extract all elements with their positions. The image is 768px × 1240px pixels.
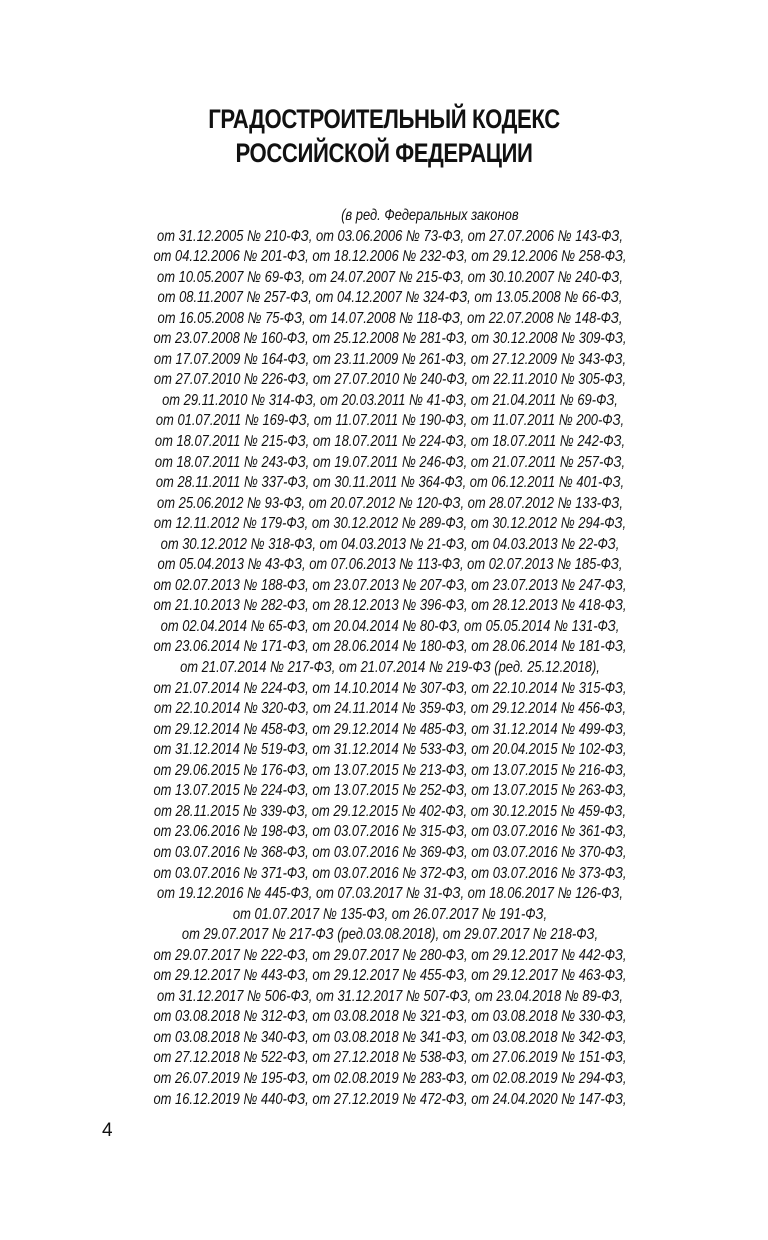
amendment-line: от 23.06.2014 № 171-ФЗ, от 28.06.2014 № 180-ФЗ, от 28.06.2014 № 181-ФЗ, [153,638,627,656]
amendment-line: от 23.07.2008 № 160-ФЗ, от 25.12.2008 № 281-ФЗ, от 30.12.2008 № 309-ФЗ, [153,330,627,348]
amendment-line: от 03.07.2016 № 371-ФЗ, от 03.07.2016 № 372-ФЗ, от 03.07.2016 № 373-ФЗ, [153,864,627,882]
amendment-line: от 21.10.2013 № 282-ФЗ, от 28.12.2013 № 396-ФЗ, от 28.12.2013 № 418-ФЗ, [153,597,627,615]
amendment-line: от 21.07.2014 № 217-ФЗ, от 21.07.2014 № 219-ФЗ (ред. 25.12.2018), [180,659,600,677]
amendment-line: от 19.12.2016 № 445-ФЗ, от 07.03.2017 № 31-ФЗ, от 18.06.2017 № 126-ФЗ, [157,885,623,903]
amendment-line: от 27.07.2010 № 226-ФЗ, от 27.07.2010 № 240-ФЗ, от 22.11.2010 № 305-ФЗ, [153,371,627,389]
amendment-line: от 18.07.2011 № 243-ФЗ, от 19.07.2011 № 246-ФЗ, от 21.07.2011 № 257-ФЗ, [154,453,626,471]
amendment-line: от 28.11.2015 № 339-ФЗ, от 29.12.2015 № 402-ФЗ, от 30.12.2015 № 459-ФЗ, [153,802,627,820]
amendment-line: от 29.06.2015 № 176-ФЗ, от 13.07.2015 № 213-ФЗ, от 13.07.2015 № 216-ФЗ, [153,761,627,779]
amendment-line: от 13.07.2015 № 224-ФЗ, от 13.07.2015 № 252-ФЗ, от 13.07.2015 № 263-ФЗ, [153,782,627,800]
amendment-line: от 12.11.2012 № 179-ФЗ, от 30.12.2012 № 289-ФЗ, от 30.12.2012 № 294-ФЗ, [153,515,627,533]
amendment-line: от 28.11.2011 № 337-ФЗ, от 30.11.2011 № 364-ФЗ, от 06.12.2011 № 401-ФЗ, [155,474,625,492]
amendment-line: от 17.07.2009 № 164-ФЗ, от 23.11.2009 № 261-ФЗ, от 27.12.2009 № 343-ФЗ, [153,350,627,368]
document-title-line-1: ГРАДОСТРОИТЕЛЬНЫЙ КОДЕКС [208,104,560,134]
amendment-line: от 03.08.2018 № 340-ФЗ, от 03.08.2018 № 341-ФЗ, от 03.08.2018 № 342-ФЗ, [153,1028,627,1046]
amendment-line: от 31.12.2005 № 210-ФЗ, от 03.06.2006 № 73-ФЗ, от 27.07.2006 № 143-ФЗ, [157,227,623,245]
amendment-line: от 16.05.2008 № 75-ФЗ, от 14.07.2008 № 118-ФЗ, от 22.07.2008 № 148-ФЗ, [157,309,623,327]
page-number: 4 [102,1120,113,1141]
amendment-line: от 29.11.2010 № 314-ФЗ, от 20.03.2011 № 41-ФЗ, от 21.04.2011 № 69-ФЗ, [162,391,618,409]
amendments-heading: (в ред. Федеральных законов [341,207,519,224]
amendment-line: от 31.12.2017 № 506-ФЗ, от 31.12.2017 № 507-ФЗ, от 23.04.2018 № 89-ФЗ, [157,987,623,1005]
amendment-line: от 01.07.2017 № 135-ФЗ, от 26.07.2017 № 191-ФЗ, [232,905,548,923]
amendment-line: от 08.11.2007 № 257-ФЗ, от 04.12.2007 № 324-ФЗ, от 13.05.2008 № 66-ФЗ, [157,289,623,307]
amendment-line: от 31.12.2014 № 519-ФЗ, от 31.12.2014 № 533-ФЗ, от 20.04.2015 № 102-ФЗ, [153,741,627,759]
amendment-line: от 18.07.2011 № 215-ФЗ, от 18.07.2011 № 224-ФЗ, от 18.07.2011 № 242-ФЗ, [154,433,626,451]
amendment-line: от 30.12.2012 № 318-ФЗ, от 04.03.2013 № 21-ФЗ, от 04.03.2013 № 22-ФЗ, [160,535,620,553]
amendment-line: от 01.07.2011 № 169-ФЗ, от 11.07.2011 № 190-ФЗ, от 11.07.2011 № 200-ФЗ, [155,412,625,430]
amendment-line: от 16.12.2019 № 440-ФЗ, от 27.12.2019 № 472-ФЗ, от 24.04.2020 № 147-ФЗ, [153,1090,627,1108]
amendment-line: от 23.06.2016 № 198-ФЗ, от 03.07.2016 № 315-ФЗ, от 03.07.2016 № 361-ФЗ, [153,823,627,841]
amendment-line: от 02.07.2013 № 188-ФЗ, от 23.07.2013 № 207-ФЗ, от 23.07.2013 № 247-ФЗ, [153,576,627,594]
amendment-line: от 27.12.2018 № 522-ФЗ, от 27.12.2018 № 538-ФЗ, от 27.06.2019 № 151-ФЗ, [153,1049,627,1067]
amendment-line: от 29.07.2017 № 217-ФЗ (ред.03.08.2018), от 29.07.2017 № 218-ФЗ, [181,926,599,944]
amendment-line: от 03.07.2016 № 368-ФЗ, от 03.07.2016 № 369-ФЗ, от 03.07.2016 № 370-ФЗ, [153,843,627,861]
amendment-line: от 29.07.2017 № 222-ФЗ, от 29.07.2017 № 280-ФЗ, от 29.12.2017 № 442-ФЗ, [153,946,627,964]
document-title-line-2: РОССИЙСКОЙ ФЕДЕРАЦИИ [235,138,533,168]
amendment-line: от 22.10.2014 № 320-ФЗ, от 24.11.2014 № 359-ФЗ, от 29.12.2014 № 456-ФЗ, [153,700,627,718]
amendment-line: от 29.12.2017 № 443-ФЗ, от 29.12.2017 № 455-ФЗ, от 29.12.2017 № 463-ФЗ, [153,967,627,985]
amendment-line: от 29.12.2014 № 458-ФЗ, от 29.12.2014 № 485-ФЗ, от 31.12.2014 № 499-ФЗ, [153,720,627,738]
amendments-list [60,206,720,1110]
amendment-line: от 21.07.2014 № 224-ФЗ, от 14.10.2014 № 307-ФЗ, от 22.10.2014 № 315-ФЗ, [153,679,627,697]
amendment-line: от 25.06.2012 № 93-ФЗ, от 20.07.2012 № 120-ФЗ, от 28.07.2012 № 133-ФЗ, [157,494,623,512]
amendment-line: от 05.04.2013 № 43-ФЗ, от 07.06.2013 № 113-ФЗ, от 02.07.2013 № 185-ФЗ, [157,556,623,574]
amendment-line: от 03.08.2018 № 312-ФЗ, от 03.08.2018 № 321-ФЗ, от 03.08.2018 № 330-ФЗ, [153,1008,627,1026]
amendment-line: от 10.05.2007 № 69-ФЗ, от 24.07.2007 № 215-ФЗ, от 30.10.2007 № 240-ФЗ, [157,268,623,286]
amendment-line: от 02.04.2014 № 65-ФЗ, от 20.04.2014 № 80-ФЗ, от 05.05.2014 № 131-ФЗ, [160,617,620,635]
amendment-line: от 04.12.2006 № 201-ФЗ, от 18.12.2006 № 232-ФЗ, от 29.12.2006 № 258-ФЗ, [153,248,627,266]
amendment-line: от 26.07.2019 № 195-ФЗ, от 02.08.2019 № 283-ФЗ, от 02.08.2019 № 294-ФЗ, [153,1069,627,1087]
